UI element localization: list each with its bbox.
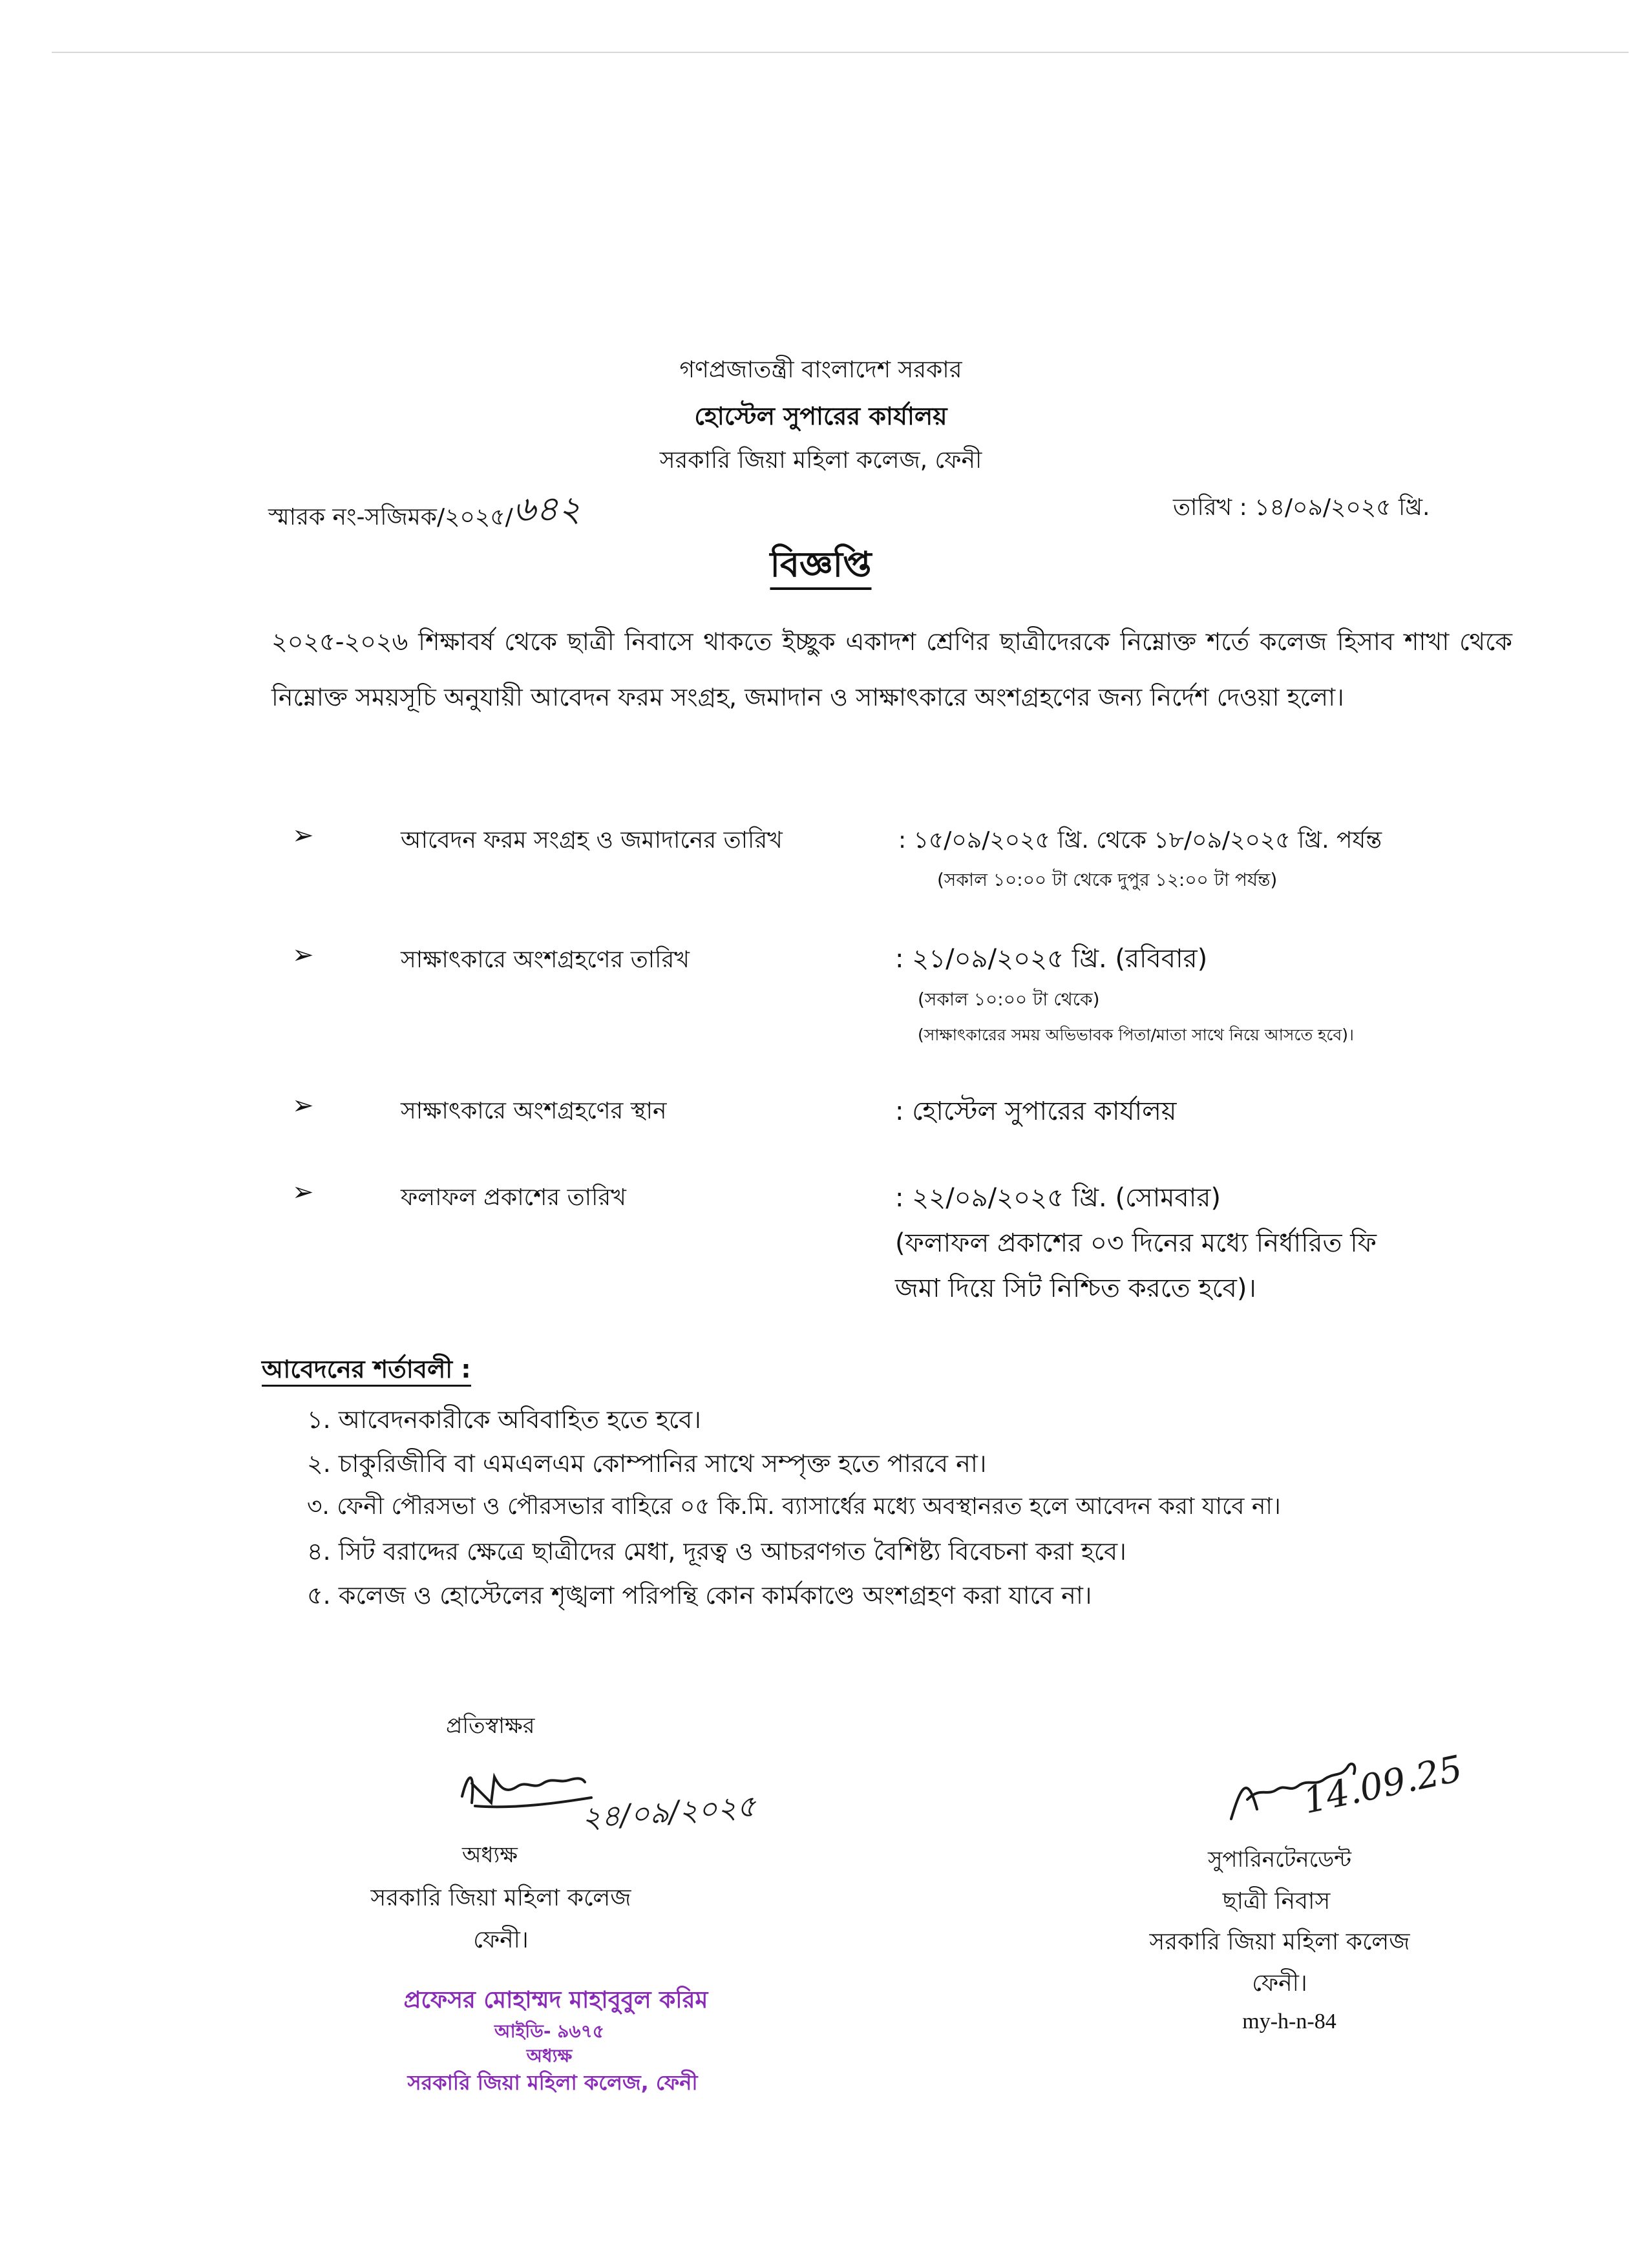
schedule-value: : ২২/০৯/২০২৫ খ্রি. (সোমবার) xyxy=(895,1183,1221,1213)
schedule-label: সাক্ষাৎকারে অংশগ্রহণের তারিখ xyxy=(401,947,690,973)
conditions-heading-text: আবেদনের শর্তাবলী : xyxy=(262,1355,471,1387)
condition-item: ২. চাকুরিজীবি বা এমএলএম কোম্পানির সাথে সম্পৃক্ত হতে পারবে না। xyxy=(307,1449,987,1478)
stamp-name: প্রফেসর মোহাম্মদ মাহাবুবুল করিম xyxy=(403,1987,708,2013)
countersign-label: প্রতিস্বাক্ষর xyxy=(446,1713,535,1739)
schedule-value: : ১৫/০৯/২০২৫ খ্রি. থেকে ১৮/০৯/২০২৫ খ্রি. পর্যন্ত xyxy=(898,827,1382,854)
schedule-note: (সকাল ১০:০০ টা থেকে) xyxy=(918,989,1100,1010)
bullet-icon: ➢ xyxy=(292,1177,314,1207)
stamp-id: আইডি- ৯৬৭৫ xyxy=(494,2021,604,2042)
stamp-designation: অধ্যক্ষ xyxy=(526,2045,573,2066)
schedule-value: : হোস্টেল সুপারের কার্যালয় xyxy=(895,1097,1177,1126)
superintendent-designation: সুপারিনটেনডেন্ট xyxy=(1207,1847,1352,1873)
schedule-label: ফলাফল প্রকাশের তারিখ xyxy=(401,1184,626,1211)
conditions-heading xyxy=(262,1350,471,1392)
principal-designation: অধ্যক্ষ xyxy=(462,1842,518,1868)
condition-item: ৪. সিট বরাদ্দের ক্ষেত্রে ছাত্রীদের মেধা, দূরত্ব ও আচরণগত বৈশিষ্ট্য বিবেচনা করা হবে। xyxy=(307,1537,1126,1566)
memo-ref-prefix: স্মারক নং-সজিমক/২০২৫/ xyxy=(268,504,513,530)
principal-college: সরকারি জিয়া মহিলা কলেজ xyxy=(370,1885,631,1911)
bullet-icon: ➢ xyxy=(292,821,314,850)
memo-date: তারিখ : ১৪/০৯/২০২৫ খ্রি. xyxy=(1173,494,1430,521)
superintendent-unit: ছাত্রী নিবাস xyxy=(1222,1888,1331,1915)
memo-reference xyxy=(268,486,581,544)
schedule-note: (সকাল ১০:০০ টা থেকে দুপুর ১২:০০ টা পর্যন্ত) xyxy=(937,869,1278,890)
schedule-note: (সাক্ষাৎকারের সময় অভিভাবক পিতা/মাতা সাথে নিয়ে আসতে হবে)। xyxy=(918,1025,1354,1044)
principal-signature-date: ২৪/০৯/২০২৫ xyxy=(580,1788,757,1836)
schedule-note: জমা দিয়ে সিট নিশ্চিত করতে হবে)। xyxy=(895,1274,1256,1303)
schedule-value: : ২১/০৯/২০২৫ খ্রি. (রবিবার) xyxy=(895,944,1208,974)
intro-paragraph: ২০২৫-২০২৬ শিক্ষাবর্ষ থেকে ছাত্রী নিবাসে থাকতে ইচ্ছুক একাদশ শ্রেণির ছাত্রীদেরকে নিম্নোক্ত শর্তে কলেজ হিসাব শাখা থেকে নিম্নোক্ত সময়সূচি অনুযায়ী আবেদন ফরম সংগ্রহ, জমাদান ও সাক্ষাৎকারে অংশগ্রহণের জন্য নির্দেশ দেওয়া হলো। xyxy=(271,627,1512,711)
bullet-icon: ➢ xyxy=(292,1091,314,1120)
condition-item: ৫. কলেজ ও হোস্টেলের শৃঙ্খলা পরিপন্থি কোন কার্মকাণ্ডে অংশগ্রহণ করা যাবে না। xyxy=(307,1581,1092,1610)
scan-edge-line xyxy=(52,52,1629,53)
govt-header: গণপ্রজাতন্ত্রী বাংলাদেশ সরকার xyxy=(679,357,962,383)
principal-city: ফেনী। xyxy=(473,1927,529,1953)
schedule-note: (ফলাফল প্রকাশের ০৩ দিনের মধ্যে নির্ধারিত ফি xyxy=(895,1228,1377,1258)
college-header: সরকারি জিয়া মহিলা কলেজ, ফেনী xyxy=(659,447,982,474)
memo-ref-handwritten: ৬৪২ xyxy=(512,488,582,529)
condition-item: ১. আবেদনকারীকে অবিবাহিত হতে হবে। xyxy=(307,1405,701,1434)
superintendent-signature-date: 14.09.25 xyxy=(1299,1747,1466,1823)
stamp-college: সরকারি জিয়া মহিলা কলেজ, ফেনী xyxy=(407,2070,698,2095)
condition-item: ৩. ফেনী পৌরসভা ও পৌরসভার বাহিরে ০৫ কি.মি. ব্যাসার্ধের মধ্যে অবস্থানরত হলে আবেদন করা যাবে না। xyxy=(307,1493,1281,1520)
schedule-label: আবেদন ফরম সংগ্রহ ও জমাদানের তারিখ xyxy=(401,827,783,854)
document-code: my-h-n-84 xyxy=(1242,2010,1336,2033)
superintendent-college: সরকারি জিয়া মহিলা কলেজ xyxy=(1149,1929,1410,1955)
schedule-label: সাক্ষাৎকারে অংশগ্রহণের স্থান xyxy=(401,1098,667,1124)
bullet-icon: ➢ xyxy=(292,940,314,970)
superintendent-city: ফেনী। xyxy=(1252,1970,1307,1997)
notice-title-text: বিজ্ঞপ্তি xyxy=(770,544,871,590)
notice-title xyxy=(770,538,871,596)
office-header: হোস্টেল সুপারের কার্যালয় xyxy=(694,402,947,430)
